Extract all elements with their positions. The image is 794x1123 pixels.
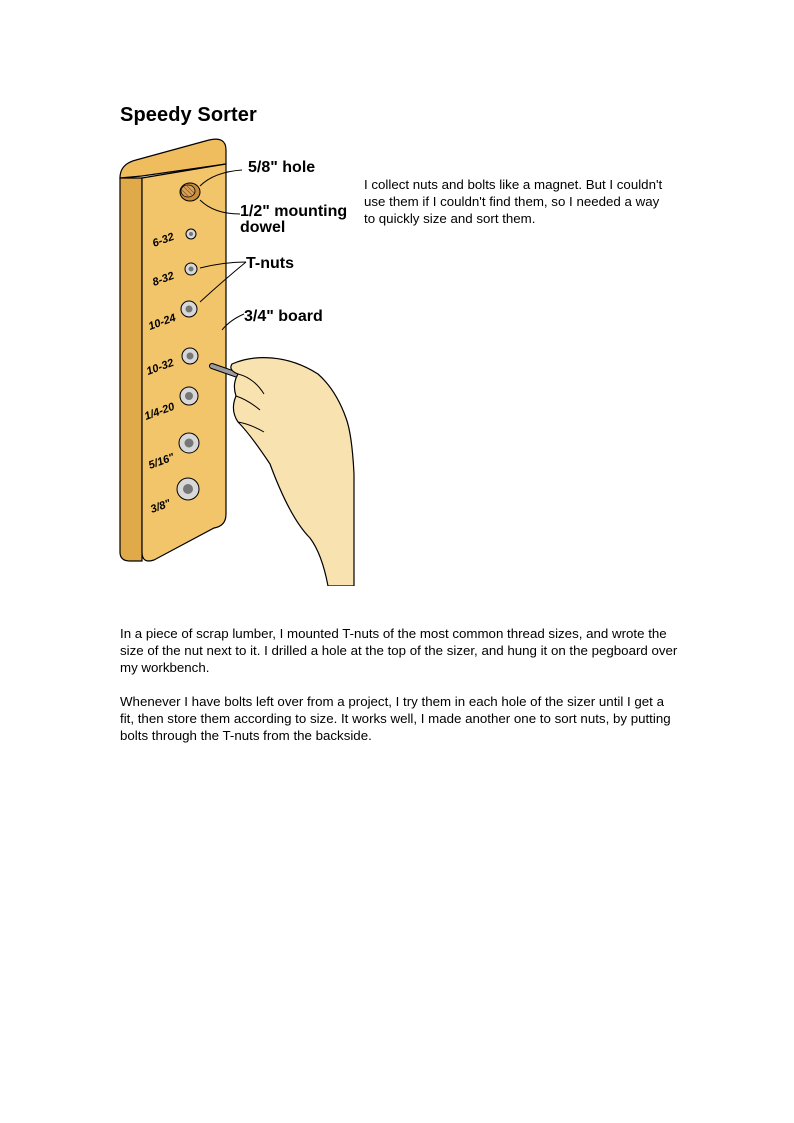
callout-hole: 5/8" hole (248, 159, 316, 176)
tnut-8-32 (185, 263, 197, 275)
size-label: 8-32 (150, 270, 176, 289)
intro-paragraph: I collect nuts and bolts like a magnet. But I couldn't use them if I couldn't find them, so I needed a way to quickly size and sort them. (364, 177, 663, 226)
size-label: 1/4-20 (142, 400, 177, 423)
hand-with-bolt (212, 358, 354, 586)
callout-tnuts: T-nuts (246, 255, 294, 272)
callout-dowel-line1: 1/2" mounting (240, 203, 348, 220)
size-label: 3/8" (148, 497, 173, 516)
tnut-5-16 (179, 433, 199, 453)
size-label: 5/16" (146, 451, 177, 472)
callout-dowel-line2: dowel (240, 219, 286, 236)
tnut-1-4-20 (180, 387, 198, 405)
board (120, 139, 226, 561)
board-side (120, 178, 142, 561)
tnut-6-32 (186, 229, 196, 239)
tnut-3-8 (177, 478, 199, 500)
dowel (180, 183, 200, 201)
size-label: 10-32 (144, 356, 176, 378)
size-label: 6-32 (150, 231, 176, 250)
callout-board: 3/4" board (244, 308, 323, 325)
tnut-10-24 (181, 301, 197, 317)
illustration-svg (114, 134, 364, 586)
page-title: Speedy Sorter (120, 104, 257, 126)
tnut-10-32 (182, 348, 198, 364)
body-paragraph-1: In a piece of scrap lumber, I mounted T-nuts of the most common thread sizes, and wrote the size of the nut next to it. I drilled a hole at the top of the sizer, and hung it on the pegboard over my workbench. (120, 626, 678, 675)
body-paragraph-2: Whenever I have bolts left over from a project, I try them in each hole of the sizer until I get a fit, then store them according to size. It works well, I made another one to sort nuts, by putting bolts through the T-nuts from the backside. (120, 694, 671, 743)
size-label: 10-24 (146, 311, 178, 333)
speedy-sorter-illustration (114, 134, 364, 586)
